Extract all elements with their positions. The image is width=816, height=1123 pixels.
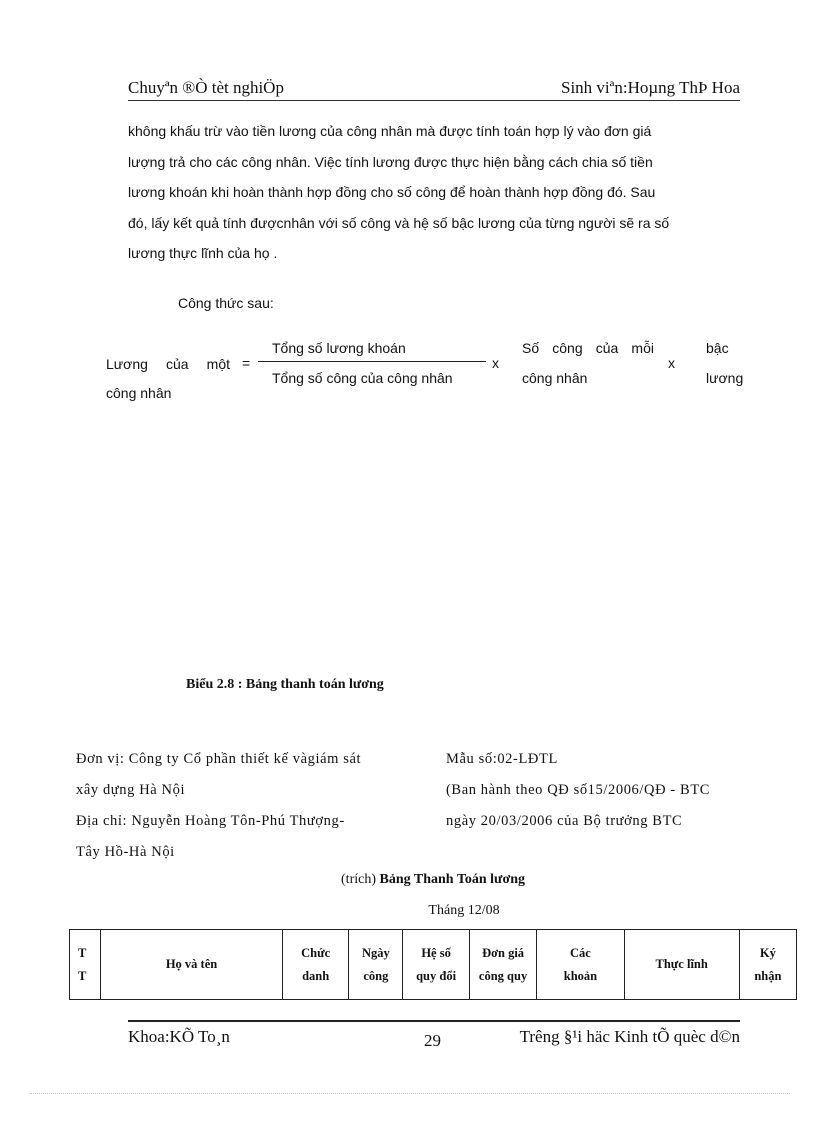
header-right: Sinh viªn:Hoµng ThÞ Hoa xyxy=(561,78,740,97)
unit-name-line2: xây dựng Hà Nội xyxy=(76,782,186,798)
col-stt: T T xyxy=(70,930,101,1000)
footer-right: Trêng §¹i häc Kinh tÕ quèc d©n xyxy=(519,1027,740,1046)
sheet-title-prefix: (trích) xyxy=(341,872,380,887)
table-header-row xyxy=(70,930,797,1000)
col-unit-price: Đơn giá công quy xyxy=(469,930,537,1000)
page-edge-dotted-line xyxy=(30,1093,790,1094)
paragraph-line: không khấu trừ vào tiền lương của công nhân mà được tính toán hợp lý vào đơn giá xyxy=(128,123,652,139)
table-caption: Biểu 2.8 : Bảng thanh toán lương xyxy=(186,677,384,692)
unit-address-line1: Địa chỉ: Nguyễn Hoàng Tôn-Phú Thượng- xyxy=(76,813,345,829)
formula-equals: = xyxy=(242,355,251,371)
formula-times-1: x xyxy=(492,355,499,371)
formula-intro: Công thức sau: xyxy=(178,295,274,311)
form-number: Mẫu số:02-LĐTL xyxy=(446,751,558,767)
footer-rule xyxy=(128,1020,740,1022)
formula-times-2: x xyxy=(668,355,675,371)
formula-denominator: Tổng số công của công nhân xyxy=(272,370,453,386)
col-net-pay: Thực lĩnh xyxy=(624,930,739,1000)
paragraph-line: đó, lấy kết quả tính đượcnhân với số công và hệ số bậc lương của từng người sẽ ra số xyxy=(128,214,670,231)
body-paragraph xyxy=(128,116,740,269)
paragraph-line: lượng trả cho các công nhân. Việc tính lương được thực hiện bằng cách chia số tiền xyxy=(128,153,653,170)
col-deductions: Các khoản xyxy=(537,930,624,1000)
sheet-title xyxy=(0,872,816,888)
footer-left: Khoa:KÕ To¸n xyxy=(128,1027,230,1046)
formula-lhs-line1: Lương của một xyxy=(106,356,230,372)
formula-numerator: Tổng số lương khoán xyxy=(272,340,406,356)
paragraph-line: lương thực lĩnh của họ . xyxy=(128,245,278,261)
sheet-title-main: Bảng Thanh Toán lương xyxy=(379,872,525,887)
formula-lhs-line2: công nhân xyxy=(106,385,172,401)
payroll-table xyxy=(69,929,797,1000)
formula-term2-line1: Số công của mỗi xyxy=(522,340,654,356)
formula-term3-line2: lương xyxy=(706,370,744,386)
formula-term3-line1: bậc xyxy=(706,340,729,356)
formula-term2-line2: công nhân xyxy=(522,370,588,386)
unit-address-line2: Tây Hồ-Hà Nội xyxy=(76,844,175,860)
form-decree-line1: (Ban hành theo QĐ số15/2006/QĐ - BTC xyxy=(446,782,711,798)
col-work-days: Ngày công xyxy=(349,930,403,1000)
unit-name-line1: Đơn vị: Công ty Cổ phần thiết kế vàgiám sát xyxy=(76,751,362,767)
page-number: 29 xyxy=(424,1031,441,1050)
fraction-bar xyxy=(258,361,486,362)
col-signature: Ký nhận xyxy=(739,930,796,1000)
col-coefficient: Hệ số quy đổi xyxy=(403,930,469,1000)
header-rule xyxy=(128,100,740,101)
col-title: Chức danh xyxy=(282,930,348,1000)
form-decree-line2: ngày 20/03/2006 của Bộ trưởng BTC xyxy=(446,813,683,829)
col-full-name: Họ và tên xyxy=(101,930,283,1000)
header-left: Chuyªn ®Ò tèt nghiÖp xyxy=(128,78,284,97)
paragraph-line: lương khoán khi hoàn thành hợp đồng cho số công để hoàn thành hợp đồng đó. Sau xyxy=(128,184,656,200)
sheet-month: Tháng 12/08 xyxy=(428,903,500,918)
